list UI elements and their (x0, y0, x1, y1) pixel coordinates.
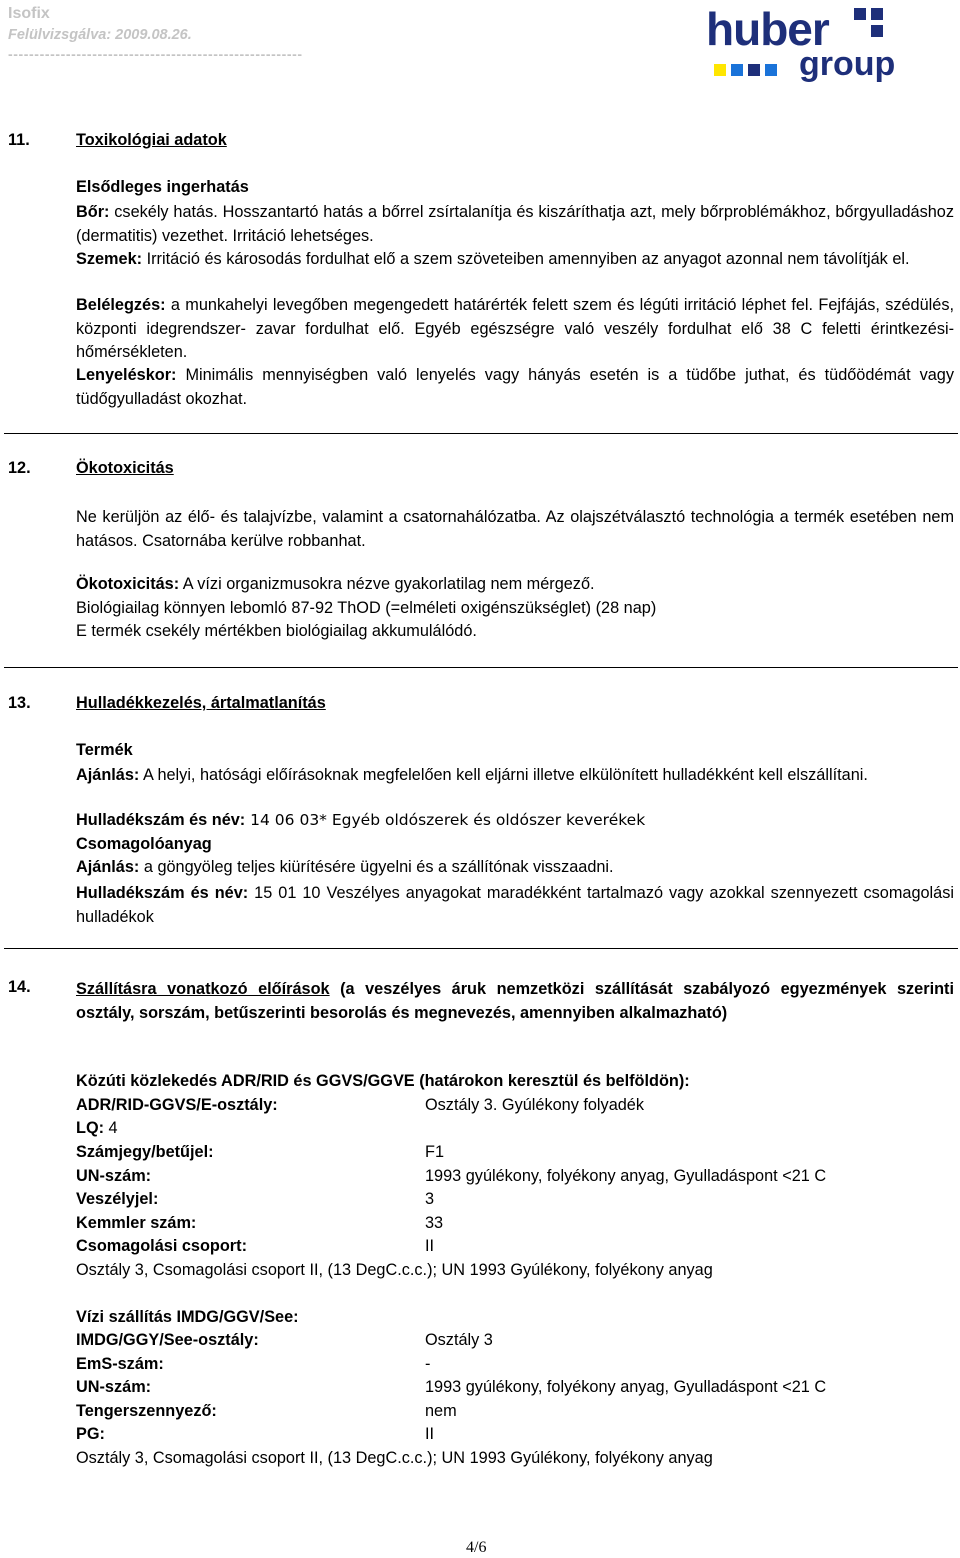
ecotox-label: Ökotoxicitás: (76, 575, 180, 593)
logo-square-navy (854, 8, 866, 20)
recommendation-text: A helyi, hatósági előírásoknak megfelelően kell eljárni illetve elkülönített hulladékként kell elszállítani. (139, 766, 868, 784)
ecotox-paragraph: Ne kerüljön az élő- és talajvízbe, valamint a csatornahálózatba. Az olajszétválasztó technológia a termék esetében nem hatásos. Csatornába kerülve robbanhat. (76, 508, 954, 550)
road-row-label: Kemmler szám: (76, 1214, 197, 1232)
eye-text: Irritáció és károsodás fordulhat elő a szem szöveteiben amennyiben az anyagot azonnal nem távolítják el. (142, 250, 910, 268)
sea-row-label: PG: (76, 1425, 105, 1443)
packaging-waste-code (76, 882, 954, 929)
section-14-title (76, 978, 954, 1025)
sea-row-label: EmS-szám: (76, 1355, 164, 1373)
huber-group-logo (706, 2, 916, 84)
road-row-label: Csomagolási csoport: (76, 1237, 247, 1255)
sea-row-value: II (425, 1425, 435, 1443)
road-transport-heading: Közúti közlekedés ADR/RID és GGVS/GGVE (határokon keresztül és belföldön): (76, 1072, 690, 1090)
packaging-waste-code-label: Hulladékszám és név: (76, 884, 249, 902)
section-12-number: 12. (8, 459, 31, 477)
logo-square-navy (871, 8, 883, 20)
section-12-title: Ökotoxicitás (76, 459, 174, 477)
sea-transport-heading: Vízi szállítás IMDG/GGV/See: (76, 1308, 299, 1326)
product-heading: Termék (76, 741, 133, 759)
section-divider (4, 433, 958, 434)
sea-row-label: UN-szám: (76, 1378, 152, 1396)
section-13-number: 13. (8, 694, 31, 712)
page-number: 4/6 (466, 1539, 487, 1556)
lq-line (76, 1119, 118, 1138)
road-row-label: Számjegy/betűjel: (76, 1143, 214, 1161)
road-row-value: 3 (425, 1190, 435, 1208)
section-11-number: 11. (8, 131, 30, 149)
section-14-title-rest: (a veszélyes áruk nemzetközi szállítását szabályozó egyezmények szerinti osztály, sorszám, betűszerinti besorolás és megnevezés, amennyiben alkalmazható) (76, 980, 954, 1022)
road-row-value: 33 (425, 1214, 444, 1232)
section-divider (4, 667, 958, 668)
recommendation-label: Ajánlás: (76, 766, 140, 784)
section-14-title-underlined: Szállításra vonatkozó előírások (76, 980, 330, 998)
primary-irritation-heading: Elsődleges ingerhatás (76, 178, 249, 196)
road-row-label: ADR/RID-GGVS/E-osztály: (76, 1096, 278, 1114)
logo-square-yellow (714, 64, 726, 76)
sea-row-value: 1993 gyúlékony, folyékony anyag, Gyulladáspont <21 C (425, 1378, 827, 1396)
sea-row-value: - (425, 1355, 431, 1373)
sea-row-label: Tengerszennyező: (76, 1402, 217, 1420)
sea-row-value: Osztály 3 (425, 1331, 493, 1349)
lq-label: LQ: (76, 1119, 105, 1137)
road-row-label: UN-szám: (76, 1167, 152, 1185)
skin-text: csekély hatás. Hosszantartó hatás a bőrrel zsírtalanítja és kiszáríthatja azt, mely bőrproblémákhoz, bőrgyulladáshoz (dermatitis) vezethet. Irritáció lehetséges. (76, 203, 954, 245)
packaging-recommendation (76, 858, 614, 877)
product-recommendation (76, 764, 954, 788)
packaging-waste-code-text: 15 01 10 Veszélyes anyagokat maradékként tartalmazó vagy azokkal szennyezett csomagolási hulladékok (76, 884, 954, 926)
eye-paragraph (76, 248, 954, 272)
logo-square-blue (765, 64, 777, 76)
sea-row-label: IMDG/GGY/See-osztály: (76, 1331, 259, 1349)
header-dashes: -------------------------------------------------------- (8, 46, 303, 62)
road-row-value: Osztály 3. Gyúlékony folyadék (425, 1096, 644, 1114)
waste-code-label: Hulladékszám és név: (76, 811, 246, 829)
revision-date: Felülvizsgálva: 2009.08.26. (8, 27, 192, 43)
ingestion-label: Lenyeléskor: (76, 366, 177, 384)
road-row-value: II (425, 1237, 435, 1255)
road-summary: Osztály 3, Csomagolási csoport II, (13 DegC.c.c.); UN 1993 Gyúlékony, folyékony anyag (76, 1261, 713, 1279)
ecotox-line (76, 575, 595, 594)
waste-code-text: 14 06 03* Egyéb oldószerek és oldószer keverékek (245, 811, 646, 829)
biodegradation-line: Biológiailag könnyen lebomló 87-92 ThOD (=elméleti oxigénszükséglet) (28 nap) (76, 599, 657, 617)
company-name: Isofix (8, 5, 50, 22)
logo-word-huber: huber (706, 3, 829, 55)
road-row-label: Veszélyjel: (76, 1190, 159, 1208)
ingestion-paragraph (76, 364, 954, 411)
packaging-recommendation-text: a göngyöleg teljes kiürítésére ügyelni és a szállítónak visszaadni. (139, 858, 614, 876)
sea-row-value: nem (425, 1402, 457, 1420)
logo-word-group: group (799, 45, 896, 83)
logo-square-navy (871, 25, 883, 37)
section-divider (4, 948, 958, 949)
packaging-recommendation-label: Ajánlás: (76, 858, 140, 876)
inhalation-paragraph (76, 294, 954, 365)
lq-value: 4 (104, 1119, 118, 1137)
packaging-heading: Csomagolóanyag (76, 835, 212, 853)
road-row-value: F1 (425, 1143, 445, 1161)
logo-square-navy (748, 64, 760, 76)
inhalation-label: Belélegzés: (76, 296, 166, 314)
ecotox-text: A vízi organizmusokra nézve gyakorlatilag nem mérgező. (179, 575, 595, 593)
bioaccumulation-line: E termék csekély mértékben biológiailag akkumulálódó. (76, 622, 477, 640)
ingestion-text: Minimális mennyiségben való lenyelés vagy hányás esetén is a tüdőbe juthat, és tüdőödémát vagy tüdőgyulladást okozhat. (76, 366, 954, 408)
waste-code-line (76, 811, 645, 830)
inhalation-text: a munkahelyi levegőben megengedett határérték felett szem és légúti irritáció léphet fel. Fejfájás, szédülés, központi idegrendszer- zavar fordulhat elő. Egyéb egészségre való veszély fordulhat elő 38 C feletti érintkezési-hőmérsékleten. (76, 296, 954, 361)
road-row-value: 1993 gyúlékony, folyékony anyag, Gyulladáspont <21 C (425, 1167, 827, 1185)
skin-label: Bőr: (76, 203, 110, 221)
section-13-title: Hulladékkezelés, ártalmatlanítás (76, 694, 326, 712)
skin-paragraph (76, 201, 954, 248)
eye-label: Szemek: (76, 250, 143, 268)
section-11-title: Toxikológiai adatok (76, 131, 227, 149)
sea-summary: Osztály 3, Csomagolási csoport II, (13 DegC.c.c.); UN 1993 Gyúlékony, folyékony anyag (76, 1449, 713, 1467)
section-14-number: 14. (8, 978, 31, 996)
logo-square-blue (731, 64, 743, 76)
